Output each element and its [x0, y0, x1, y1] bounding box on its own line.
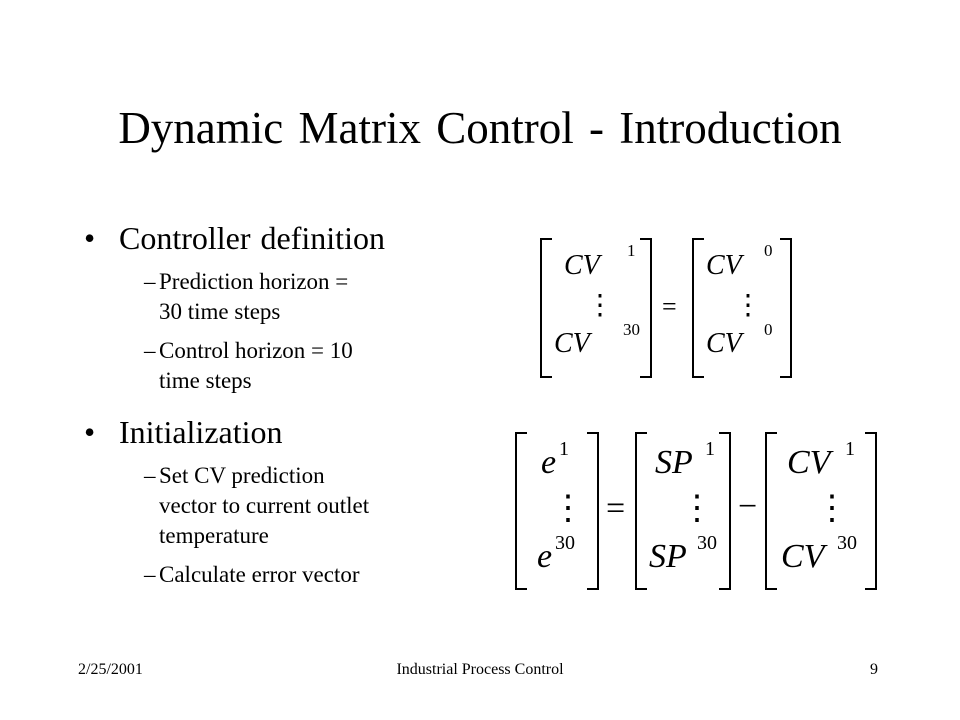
footer-page-number: 9: [870, 661, 878, 678]
superscript: 0: [764, 320, 773, 339]
superscript: 30: [555, 532, 575, 554]
superscript: 1: [627, 241, 636, 260]
superscript: 1: [705, 438, 715, 460]
sub-bullet-line: time steps: [159, 368, 252, 393]
right-bracket: [865, 432, 877, 590]
dash-marker: –: [144, 338, 156, 363]
right-bracket: [780, 238, 792, 378]
matrix-error: [515, 432, 599, 590]
superscript: 0: [764, 241, 773, 260]
matrix-cv-prediction: [540, 238, 652, 378]
sub-bullet-line: Set CV prediction: [159, 463, 325, 488]
dash-marker: –: [144, 562, 156, 587]
right-bracket: [587, 432, 599, 590]
sub-bullet-control-horizon: [84, 336, 464, 396]
vertical-ellipsis: ⋮: [586, 290, 614, 321]
right-bracket: [719, 432, 731, 590]
matrix-entry-bottom: e: [537, 538, 553, 575]
vertical-ellipsis: ⋮: [815, 490, 849, 527]
equals-sign: =: [606, 490, 626, 527]
left-bracket: [765, 432, 777, 590]
sub-bullet-line: temperature: [159, 523, 269, 548]
bullet-initialization: • Initialization: [84, 412, 464, 452]
sub-bullet-calculate-error: [84, 560, 464, 590]
vertical-ellipsis: ⋮: [551, 490, 585, 527]
matrix-setpoint: [635, 432, 731, 590]
dash-marker: –: [144, 463, 156, 488]
vertical-ellipsis: ⋮: [680, 490, 714, 527]
matrix-entry-bottom: CV: [781, 538, 825, 575]
matrix-entry-top: CV: [564, 250, 600, 281]
superscript: 1: [845, 438, 855, 460]
left-bracket: [635, 432, 647, 590]
superscript: 1: [559, 438, 569, 460]
sub-bullet-line: Calculate error vector: [159, 562, 360, 587]
footer-date: 2/25/2001: [78, 661, 143, 678]
left-bracket: [540, 238, 552, 378]
footer-title: Industrial Process Control: [396, 661, 564, 678]
left-bracket: [515, 432, 527, 590]
vertical-ellipsis: ⋮: [734, 290, 762, 321]
equals-sign: =: [662, 292, 677, 321]
sub-bullet-prediction-horizon: [84, 267, 464, 327]
right-bracket: [640, 238, 652, 378]
superscript: 30: [697, 532, 717, 554]
matrix-entry-top: e: [541, 444, 557, 481]
matrix-entry-top: CV: [787, 444, 831, 481]
matrix-cv-predicted: [765, 432, 877, 590]
left-bracket: [692, 238, 704, 378]
matrix-entry-top: CV: [706, 250, 742, 281]
sub-bullet-line: vector to current outlet: [159, 493, 370, 518]
matrix-entry-bottom: SP: [649, 538, 687, 575]
sub-bullet-line: Prediction horizon =: [159, 269, 349, 294]
matrix-entry-bottom: CV: [706, 328, 742, 359]
matrix-entry-top: SP: [655, 444, 693, 481]
sub-bullet-set-cv-prediction: [84, 461, 464, 551]
matrix-cv-current: [692, 238, 792, 378]
minus-sign: −: [738, 488, 758, 525]
superscript: 30: [623, 320, 640, 339]
matrix-entry-bottom: CV: [554, 328, 590, 359]
sub-bullet-line: Control horizon = 10: [159, 338, 353, 363]
bullet-list: [84, 212, 464, 590]
dash-marker: –: [144, 269, 156, 294]
sub-bullet-line: 30 time steps: [159, 299, 281, 324]
slide-title: Dynamic Matrix Control - Introduction: [118, 103, 842, 153]
bullet-controller-definition: • Controller definition: [84, 218, 464, 258]
superscript: 30: [837, 532, 857, 554]
